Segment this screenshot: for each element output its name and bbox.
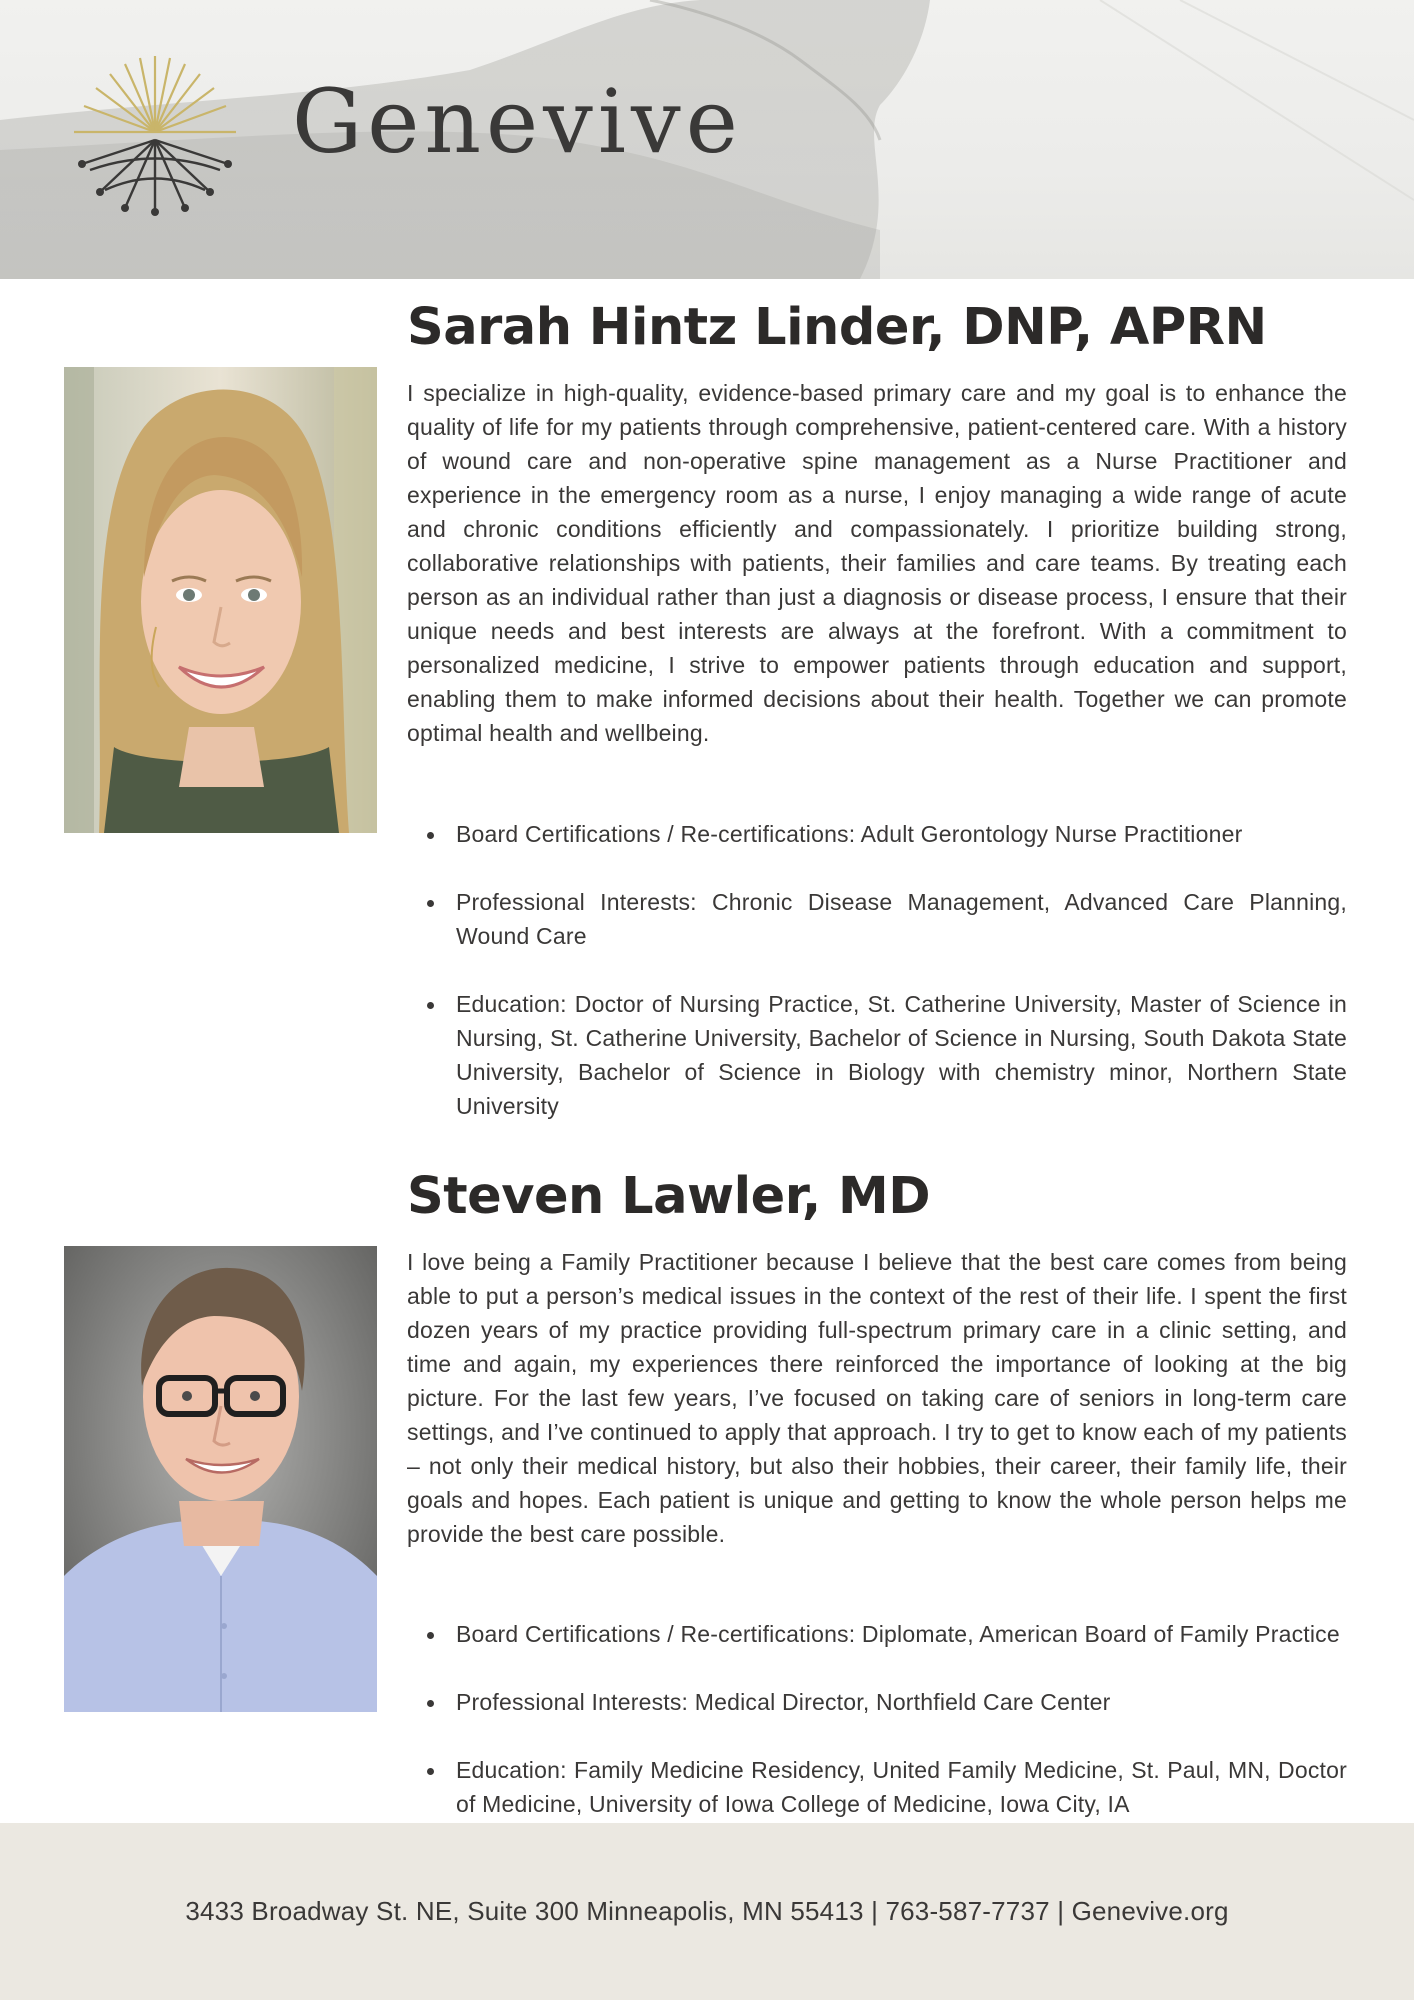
profile-name: Sarah Hintz Linder, DNP, APRN bbox=[407, 298, 1267, 357]
profile-bio: I specialize in high-quality, evidence-based primary care and my goal is to enhance the quality of life for my patients through comprehensive, patient-centered care. With a history of wound care and non-operative spine management as a Nurse Practitioner and experience in the emergency room as a nurse, I enjoy managing a wide range of acute and chronic conditions efficiently and compassionately. I prioritize building strong, collaborative relationships with patients, their families and care teams. By treating each person as an individual rather than just a diagnosis or disease process, I ensure that their unique needs and best interests are always at the forefront. With a commitment to personalized medicine, I strive to empower patients through education and support, enabling them to make informed decisions about their health. Together we can promote optimal health and wellbeing. bbox=[407, 380, 1347, 746]
portrait-photo-woman bbox=[64, 367, 377, 833]
header-banner bbox=[0, 0, 1414, 279]
profile-bio: I love being a Family Practitioner because I believe that the best care comes from being able to put a person’s medical issues in the context of the rest of their life. I spent the first dozen years of my practice providing full-spectrum primary care in a clinic setting, and time and again, my experiences there reinforced the importance of looking at the big picture. For the last few years, I’ve focused on taking care of seniors in long-term care settings, and I’ve continued to apply that approach. I try to get to know each of my patients – not only their medical history, but also their hobbies, their career, their family life, their goals and hopes. Each patient is unique and getting to know the whole person helps me provide the best care possible. bbox=[407, 1249, 1347, 1547]
fact-certifications: Board Certifications / Re-certifications: Adult Gerontology Nurse Practitioner bbox=[407, 817, 1347, 851]
footer bbox=[0, 1823, 1414, 2000]
sunburst-network-logo-icon bbox=[70, 52, 240, 222]
fact-education: Education: Family Medicine Residency, United Family Medicine, St. Paul, MN, Doctor of Medicine, University of Iowa College of Medicine, Iowa City, IA bbox=[407, 1753, 1347, 1821]
fact-certifications: Board Certifications / Re-certifications: Diplomate, American Board of Family Practice bbox=[407, 1617, 1347, 1651]
fact-interests: Professional Interests: Chronic Disease Management, Advanced Care Planning, Wound Care bbox=[407, 885, 1347, 953]
brand-name: Genevive bbox=[292, 70, 743, 173]
footer-contact: 3433 Broadway St. NE, Suite 300 Minneapolis, MN 55413 | 763-587-7737 | Genevive.org bbox=[185, 1896, 1229, 1926]
profile-name: Steven Lawler, MD bbox=[407, 1167, 931, 1226]
profile-facts-list bbox=[407, 1617, 1347, 1855]
fact-education: Education: Doctor of Nursing Practice, St. Catherine University, Master of Science in Nursing, St. Catherine University, Bachelor of Science in Nursing, South Dakota State University, Bachelor of Science in Biology with chemistry minor, Northern State University bbox=[407, 987, 1347, 1123]
profile-facts-list bbox=[407, 817, 1347, 1157]
fact-interests: Professional Interests: Medical Director, Northfield Care Center bbox=[407, 1685, 1347, 1719]
portrait-photo-man bbox=[64, 1246, 377, 1712]
